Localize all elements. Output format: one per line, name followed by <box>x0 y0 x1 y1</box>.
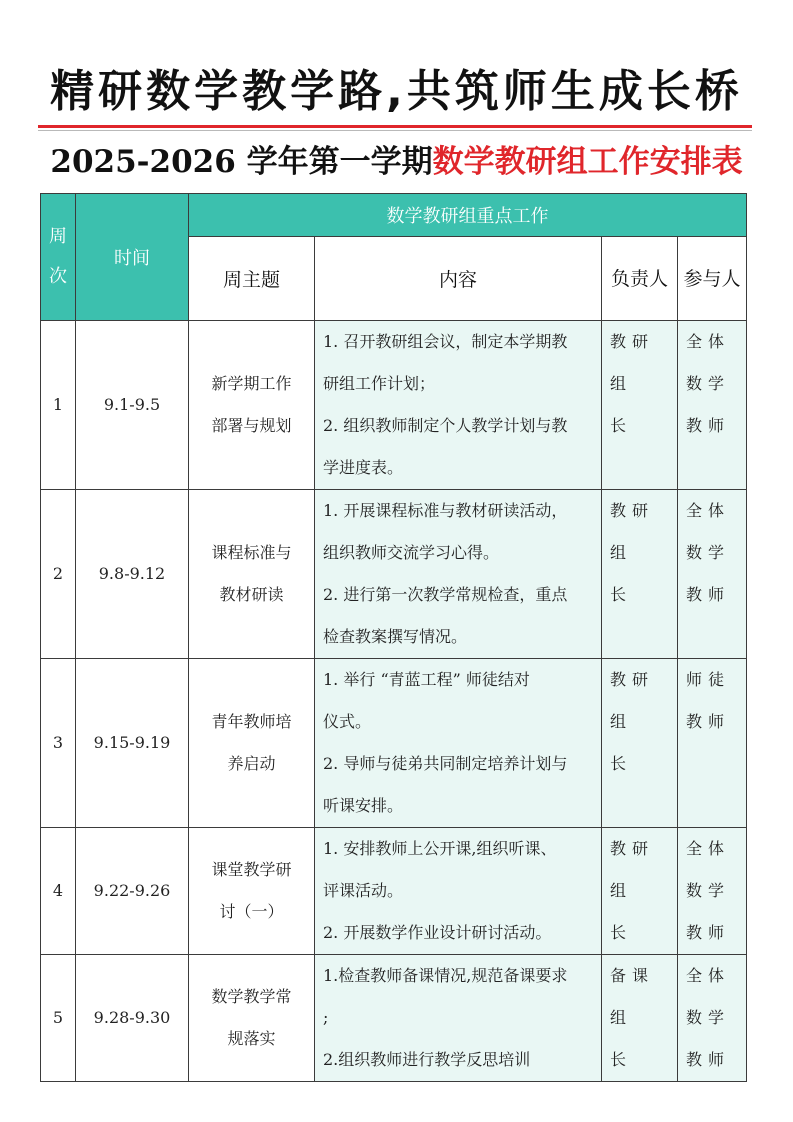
header-participants-line: 人 <box>721 267 741 290</box>
header-content: 内容 <box>315 237 602 321</box>
participants-line: 教师 <box>686 416 731 435</box>
header-owner-text <box>602 258 677 300</box>
owner-line: 教研组 <box>610 332 655 393</box>
content-cell <box>315 828 602 955</box>
content-line: 学进度表。 <box>323 458 404 477</box>
participants-line: 数学 <box>686 881 731 900</box>
content-line: 研组工作计划； <box>323 374 436 393</box>
topic-line: 新学期工作 <box>211 374 292 393</box>
content-line: 2. 进行第一次教学常规检查，重点 <box>323 585 568 604</box>
title-divider-red <box>38 125 752 128</box>
topic-cell <box>189 659 315 828</box>
owner-line: 长 <box>610 585 633 604</box>
topic-line: 青年教师培 <box>211 712 292 731</box>
owner-cell <box>602 659 678 828</box>
owner-line: 长 <box>610 416 633 435</box>
owner-cell <box>602 828 678 955</box>
content-cell <box>315 490 602 659</box>
owner-line: 教研组 <box>610 839 655 900</box>
owner-cell <box>602 955 678 1082</box>
topic-line: 课程标准与 <box>211 543 292 562</box>
participants-line: 教师 <box>686 712 731 731</box>
participants-line: 全体 <box>686 839 731 858</box>
participants-line: 数学 <box>686 1008 731 1027</box>
header-participants <box>678 237 747 321</box>
content-line: 2. 组织教师制定个人教学计划与教 <box>323 416 568 435</box>
header-week-char: 周 <box>49 226 67 247</box>
schedule-table <box>40 193 747 1082</box>
table-row <box>41 955 747 1082</box>
topic-cell <box>189 490 315 659</box>
content-line: 1. 开展课程标准与教材研读活动， <box>323 501 568 520</box>
time-cell: 9.1-9.5 <box>76 321 189 490</box>
topic-line: 教材研读 <box>219 585 284 604</box>
owner-cell <box>602 321 678 490</box>
participants-cell <box>678 659 747 828</box>
header-week <box>41 194 76 321</box>
header-owner-line: 负责 <box>610 267 649 290</box>
content-line: 1.检查教师备课情况,规范备课要求 <box>323 966 568 985</box>
header-owner <box>602 237 678 321</box>
participants-line: 师徒 <box>686 670 731 689</box>
content-line: 2.组织教师进行教学反思培训 <box>323 1050 531 1069</box>
topic-line: 数学教学常 <box>211 987 292 1006</box>
owner-line: 长 <box>610 754 633 773</box>
participants-line: 数学 <box>686 374 731 393</box>
content-line: 听课安排。 <box>323 796 404 815</box>
topic-line: 部署与规划 <box>211 416 292 435</box>
header-participants-line: 参与 <box>683 267 722 290</box>
topic-cell <box>189 321 315 490</box>
owner-line: 教研组 <box>610 501 655 562</box>
participants-cell <box>678 828 747 955</box>
owner-line: 备课组 <box>610 966 655 1027</box>
week-cell: 2 <box>41 490 76 659</box>
topic-line: 规落实 <box>227 1029 276 1048</box>
owner-line: 长 <box>610 1050 633 1069</box>
participants-line: 教师 <box>686 1050 731 1069</box>
participants-line: 教师 <box>686 585 731 604</box>
content-line: 组织教师交流学习心得。 <box>323 543 500 562</box>
time-cell: 9.15-9.19 <box>76 659 189 828</box>
topic-line: 课堂教学研 <box>211 860 292 879</box>
content-line: 仪式。 <box>323 712 372 731</box>
table-row <box>41 321 747 490</box>
content-cell <box>315 321 602 490</box>
participants-line: 数学 <box>686 543 731 562</box>
week-cell: 5 <box>41 955 76 1082</box>
content-line: 检查教案撰写情况。 <box>323 627 468 646</box>
time-cell: 9.8-9.12 <box>76 490 189 659</box>
topic-line: 讨（一） <box>219 902 284 921</box>
content-line: 1. 安排教师上公开课,组织听课、 <box>323 839 557 858</box>
owner-line: 教研组 <box>610 670 655 731</box>
participants-line: 全体 <box>686 332 731 351</box>
participants-line: 全体 <box>686 966 731 985</box>
content-line: 2. 开展数学作业设计研讨活动。 <box>323 923 552 942</box>
table-row <box>41 828 747 955</box>
table-row <box>41 490 747 659</box>
header-topic: 周主题 <box>189 237 315 321</box>
title-name: 数学教研组工作安排表 <box>432 144 743 180</box>
header-group: 数学教研组重点工作 <box>189 194 747 237</box>
time-cell: 9.22-9.26 <box>76 828 189 955</box>
time-cell: 9.28-9.30 <box>76 955 189 1082</box>
week-cell: 3 <box>41 659 76 828</box>
document-title <box>0 140 793 184</box>
week-cell: 1 <box>41 321 76 490</box>
topic-cell <box>189 955 315 1082</box>
header-week-text <box>41 217 75 297</box>
week-cell: 4 <box>41 828 76 955</box>
content-cell <box>315 955 602 1082</box>
participants-cell <box>678 955 747 1082</box>
table-row <box>41 659 747 828</box>
owner-line: 长 <box>610 923 633 942</box>
content-cell <box>315 659 602 828</box>
participants-line: 教师 <box>686 923 731 942</box>
content-line: 1. 举行 “青蓝工程” 师徒结对 <box>323 670 530 689</box>
title-divider-gray <box>38 130 752 131</box>
participants-cell <box>678 490 747 659</box>
headline: 精研数学教学路,共筑师生成长桥 <box>50 66 743 117</box>
header-owner-line: 人 <box>649 267 669 290</box>
content-line: 1. 召开教研组会议，制定本学期教 <box>323 332 568 351</box>
header-participants-text <box>678 258 746 300</box>
content-line: ; <box>323 1008 329 1027</box>
participants-line: 全体 <box>686 501 731 520</box>
topic-line: 养启动 <box>227 754 276 773</box>
header-time: 时间 <box>76 194 189 321</box>
owner-cell <box>602 490 678 659</box>
topic-cell <box>189 828 315 955</box>
title-term: 2025-2026 学年第一学期 <box>50 144 433 180</box>
content-line: 2. 导师与徒弟共同制定培养计划与 <box>323 754 568 773</box>
participants-cell <box>678 321 747 490</box>
header-week-char: 次 <box>49 266 67 287</box>
content-line: 评课活动。 <box>323 881 404 900</box>
